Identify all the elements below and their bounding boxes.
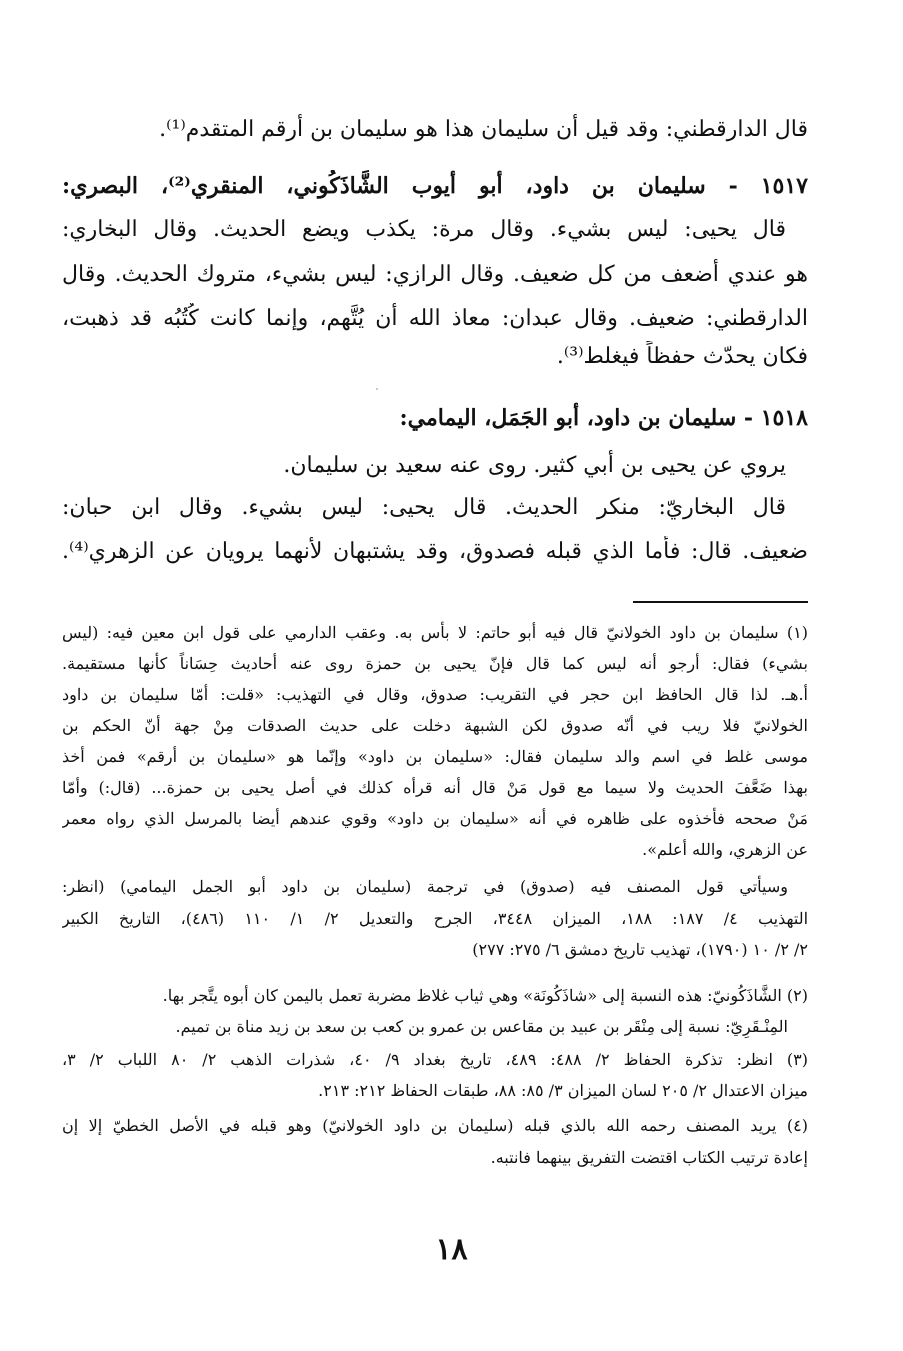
entry-1517-text: قال يحيى: ليس بشيء. وقال مرة: يكذب ويضع الحديث. وقال البخاري: — [62, 217, 786, 242]
footnote-1: بهذا ضَعَّفَ الحديث ولا سيما مع قول مَنْ قال أنه قرأه كذلك في أصل يحيى بن حمزة... (قال:) وأمّا — [62, 778, 808, 797]
entry-1517-text: هو عندي أضعف من كل ضعيف. وقال الرازي: ليس بشيء، متروك الحديث. وقال — [62, 262, 808, 287]
footnote-1: الخولانيّ فلا ريب في أنّه صدوق لكن الشبهة دخلت على حديث الصدقات مِنْ جهة أنّ الحكم بن — [62, 716, 808, 735]
footnote-1: أ.هـ. لذا قال الحافظ ابن حجر في التقريب: صدوق، وقال في التهذيب: «قلت: أمّا سليمان بن داود — [62, 685, 808, 704]
entry-1517-text: الدارقطني: ضعيف. وقال عبدان: معاذ الله أن يُتَّهم، وإنما كانت كُتُبُه قد ذهبت، — [62, 306, 808, 331]
page-number: ١٨ — [435, 1232, 468, 1267]
dar-qutni-note: قال الدارقطني: وقد قيل أن سليمان هذا هو سليمان بن أرقم المتقدم⁽¹⁾. — [159, 117, 808, 142]
footnote-1: مَنْ صححه فأخذوه على ظاهره في أنه «سليمان بن داود» وقوي عندهم أيضا بالمرسل الذي رواه معمر — [62, 809, 808, 828]
footnote-1: موسى غلط في اسم والد سليمان فقال: «سليمان بن داود» وإنّما هو «سليمان بن أرقم» فمن أخذ — [62, 747, 808, 766]
footnote-1: (١) سليمان بن داود الخولانيّ قال فيه أبو حاتم: لا بأس به. وعقب الدارمي على قول ابن معين فيه: (ليس — [62, 623, 808, 642]
entry-1517-heading: ١٥١٧ - سليمان بن داود، أبو أيوب الشَّاذَكُوني، المنقري⁽²⁾، البصري: — [62, 173, 808, 199]
entry-1517-text: فكان يحدّث حفظاً فيغلط⁽³⁾. — [556, 344, 808, 369]
footnote-3: ميزان الاعتدال ٢/ ٢٠٥ لسان الميزان ٣/ ٨٥: ٨٨، طبقات الحفاظ ٢١٢: ٢١٣. — [318, 1081, 808, 1100]
footnote-2: المِنْـقَرِيّ: نسبة إلى مِنْقَر بن عبيد بن مقاعس بن عمرو بن كعب بن سعد بن زيد مناة بن تميم. — [175, 1017, 788, 1036]
scan-speck — [376, 388, 378, 390]
footnote-separator — [633, 601, 808, 603]
footnote-3: (٣) انظر: تذكرة الحفاظ ٢/ ٤٨٨: ٤٨٩، تاريخ بغداد ٩/ ٤٠، شذرات الذهب ٢/ ٨٠ اللباب ٢/ ٣، — [62, 1050, 808, 1069]
footnote-2: (٢) الشَّاذَكُونيّ: هذه النسبة إلى «شاذَكُونَة» وهي ثياب غلاظ مضربة تعمل باليمن كان أبوه يتَّجر بها. — [162, 986, 808, 1005]
footnote-1: عن الزهري، والله أعلم». — [642, 840, 808, 859]
footnote-1: التهذيب ٤/ ١٨٧: ١٨٨، الميزان ٣٤٤٨، الجرح والتعديل ٢/ ١/ ١١٠ (٤٨٦)، التاريخ الكبير — [62, 909, 808, 928]
footnote-4: إعادة ترتيب الكتاب اقتضت التفريق بينهما فانتبه. — [490, 1148, 808, 1167]
footnote-1: بشيء) فقال: أرجو أنه ليس كما قال فإنّ يحيى بن حمزة روى عنه أحاديث حِسَاناً كأنها مستقيمة. — [62, 654, 808, 673]
entry-1518-text: ضعيف. قال: فأما الذي قبله فصدوق، وقد يشتبهان لأنهما يرويان عن الزهري⁽⁴⁾. — [62, 539, 808, 564]
entry-1518-text: قال البخاريّ: منكر الحديث. قال يحيى: ليس بشيء. وقال ابن حبان: — [62, 495, 786, 520]
entry-1518-text: يروي عن يحيى بن أبي كثير. روى عنه سعيد بن سليمان. — [283, 453, 786, 478]
entry-1518-heading: ١٥١٨ - سليمان بن داود، أبو الجَمَل، اليمامي: — [399, 405, 808, 431]
footnote-1: ٢/ ٢/ ١٠ (١٧٩٠)، تهذيب تاريخ دمشق ٦/ ٢٧٥: ٢٧٧) — [472, 940, 808, 959]
footnote-1: وسيأتي قول المصنف فيه (صدوق) في ترجمة (سليمان بن داود أبو الجمل اليمامي) (انظر: — [62, 877, 788, 896]
footnote-4: (٤) يريد المصنف رحمه الله بالذي قبله (سليمان بن داود الخولانيّ) وهو قبله في الأصل الخطيّ إلا إن — [62, 1116, 808, 1135]
